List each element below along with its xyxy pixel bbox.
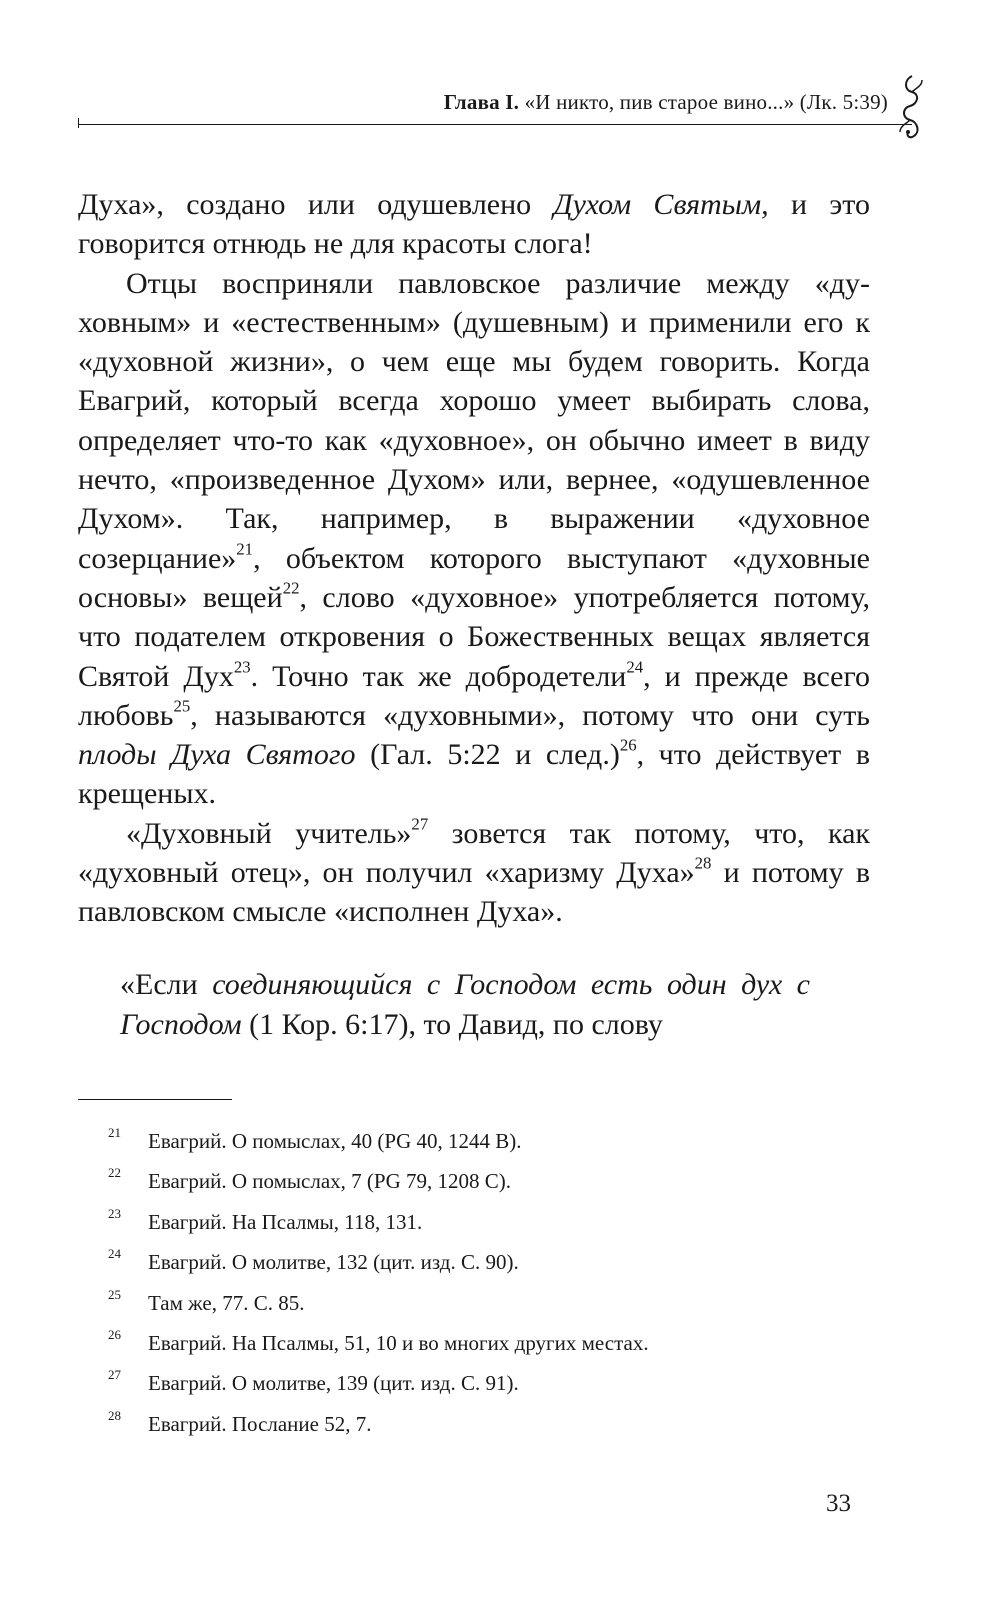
footnote-ref: 24 — [626, 657, 644, 677]
footnote-number: 25 — [108, 1286, 121, 1302]
paragraph — [78, 264, 870, 814]
text-run: (Гал. 5:22 и след.) — [355, 738, 620, 772]
text-run: , объектом которого выступают «духовные основы» вещей — [78, 541, 870, 614]
footnote-number: 26 — [108, 1327, 121, 1343]
text-run: и это говорится отнюдь не для красоты слога! — [78, 188, 870, 261]
footnote — [108, 1283, 868, 1323]
footnote-text: Евагрий. О помыслах, 40 (PG 40, 1244 B). — [148, 1129, 522, 1153]
emphasis: плоды Духа Святого — [78, 738, 356, 772]
footnote-ref: 23 — [233, 657, 251, 677]
footnote — [108, 1202, 868, 1242]
footnote-number: 24 — [108, 1246, 121, 1262]
footnote-number: 28 — [108, 1407, 121, 1423]
header-rule-tick — [78, 118, 79, 128]
footnote-text: Евагрий. О помыслах, 7 (PG 79, 1208 C). — [148, 1169, 511, 1194]
text-run: , и прежде всего любовь — [78, 659, 871, 732]
footnote-number: 27 — [108, 1367, 121, 1383]
chapter-label: Глава I. — [443, 90, 520, 114]
footnote-number: 23 — [108, 1205, 121, 1221]
footnote-ref: 22 — [282, 578, 300, 598]
footnote — [108, 1161, 868, 1201]
footnote-ref: 21 — [236, 539, 254, 559]
footnote-text: Евагрий. На Псалмы, 51, 10 и во многих других местах. — [148, 1331, 649, 1356]
footnote-text: Там же, 77. С. 85. — [148, 1290, 305, 1315]
text-run: , что действует в крещеных. — [78, 738, 870, 811]
paragraph — [78, 185, 870, 264]
footnote-text: Евагрий. О молитве, 132 (цит. изд. С. 90). — [148, 1250, 519, 1275]
text-run: Отцы восприняли павловское различие между «духовным» и «естественным» (душевным) и применили его к «духовной жизни», о чем еще мы будем говорить. Когда Евагрий, который всегда хорошо умеет выбирать слова, определяет что-то как «духовное», он обычно имеет в виду нечто, «произведенное Духом» или, вернее, «одушевленное Духом». Так, например, в выражении «духовное созерцание» — [78, 266, 870, 575]
text-run: , слово «духовное» употребляется потому, что подателем откровения о Божественных вещах является Святой Дух — [78, 580, 871, 693]
text-run: , называются «духовными», потому что они суть — [190, 698, 870, 732]
text-run: Духа», создано или одушевлено — [78, 188, 554, 221]
chapter-title: «И никто, пив старое вино...» (Лк. 5:39) — [524, 90, 888, 114]
footnotes — [108, 1121, 868, 1444]
running-header-title — [444, 90, 888, 115]
footnote-number: 22 — [108, 1165, 121, 1181]
footnote — [108, 1323, 868, 1363]
block-quote — [120, 965, 810, 1045]
text-run: и потому в павловском смысле «исполнен Духа». — [78, 856, 870, 929]
running-header — [78, 84, 924, 126]
footnote — [108, 1121, 868, 1161]
footnote-text: Евагрий. На Псалмы, 118, 131. — [148, 1209, 423, 1234]
footnote — [108, 1404, 868, 1444]
footnote-ref: 27 — [411, 814, 429, 834]
footnote-separator — [78, 1099, 232, 1100]
footnote-text: Евагрий. Послание 52, 7. — [148, 1411, 372, 1436]
footnote-text: Евагрий. О молитве, 139 (цит. изд. С. 91). — [148, 1371, 519, 1396]
footnote-ref: 26 — [619, 735, 637, 755]
body-text — [78, 185, 870, 932]
emphasis: Духом Святым, — [553, 188, 769, 221]
page-number: 33 — [826, 1490, 851, 1517]
paragraph — [78, 814, 870, 932]
text-run: . Точно так же добродетели — [250, 659, 627, 693]
flourish-ornament-icon — [892, 72, 930, 142]
text-run: (1 Кор. 6:17), то Давид, по слову — [241, 1008, 663, 1041]
footnote-ref: 25 — [173, 696, 191, 716]
text-run: «Если — [120, 968, 213, 1001]
text-run: «Духовный учитель» — [126, 816, 412, 850]
footnote — [108, 1363, 868, 1403]
emphasis: соединяющийся с Господом есть один дух с Господом — [120, 968, 810, 1041]
text-run: зовется так потому, что, как «духовный отец», он получил «харизму Духа» — [78, 816, 870, 890]
header-rule — [78, 124, 912, 125]
footnote — [108, 1242, 868, 1282]
footnote-ref: 28 — [694, 853, 712, 873]
footnote-number: 21 — [108, 1125, 121, 1140]
quote-paragraph — [120, 965, 810, 1045]
